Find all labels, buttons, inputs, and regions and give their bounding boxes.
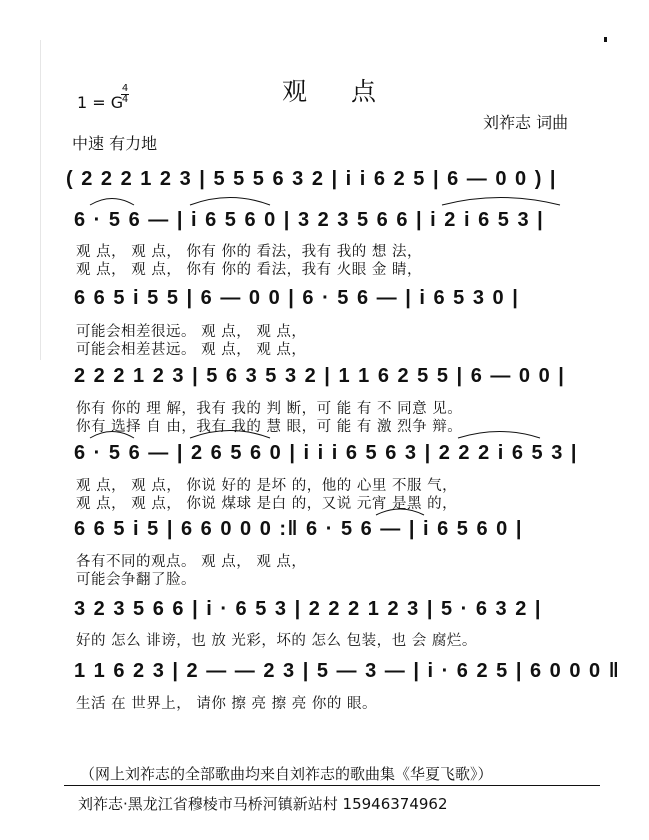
- lyric-line-7a: 好的 怎么 诽谤，也 放 光彩，坏的 怎么 包装，也 会 腐烂。: [76, 633, 477, 649]
- lyric-line-4a: 你有 你的 理 解，我有 我的 判 断，可 能 有 不 同意 见。: [76, 401, 463, 417]
- slur-arc: [442, 198, 560, 206]
- key-label: 1 = G: [77, 93, 124, 112]
- contact-info: 刘祚志·黑龙江省穆棱市马桥河镇新站村 15946374962: [78, 795, 448, 813]
- notation-line-1: ( 2 2 2 1 2 3 | 5 5 5 6 3 2 | i i 6 2 5 | 6 — 0 0 ) |: [66, 168, 558, 190]
- song-title: 观 点: [282, 77, 394, 106]
- lyric-line-3a: 可能会相差很远。 观 点， 观 点，: [76, 324, 307, 340]
- notation-line-7: 3 2 3 5 6 6 | i · 6 5 3 | 2 2 2 1 2 3 | 5 · 6 3 2 |: [74, 598, 543, 620]
- lyric-line-6a: 各有不同的观点。 观 点， 观 点，: [76, 554, 307, 570]
- lyric-line-6b: 可能会争翻了脸。: [76, 572, 196, 588]
- slur-arc: [90, 432, 134, 439]
- notation-line-2: 6 · 5 6 — | i 6 5 6 0 | 3 2 3 5 6 6 | i 2 i 6 5 3 |: [74, 209, 545, 231]
- lyric-line-5b: 观 点， 观 点， 你说 煤球 是白 的，又说 元宵 是黑 的，: [76, 496, 458, 512]
- footnote-collection: （网上刘祚志的全部歌曲均来自刘祚志的歌曲集《华夏飞歌》）: [80, 765, 493, 783]
- notation-line-4: 2 2 2 1 2 3 | 5 6 3 5 3 2 | 1 1 6 2 5 5 | 6 — 0 0 |: [74, 365, 566, 387]
- time-sig-top: 4: [121, 83, 129, 94]
- lyric-line-3b: 可能会相差甚远。 观 点， 观 点，: [76, 342, 307, 358]
- slur-arc: [190, 431, 270, 439]
- notation-line-6: 6 6 5 i 5 | 6 6 0 0 0 :‖ 6 · 5 6 — | i 6 5 6 0 |: [74, 518, 523, 540]
- lyric-line-2b: 观 点， 观 点， 你有 你的 看法，我有 火眼 金 睛，: [76, 262, 422, 278]
- tempo-marking: 中速 有力地: [72, 134, 158, 153]
- lyric-line-8a: 生活 在 世界上， 请你 擦 亮 擦 亮 你的 眼。: [76, 696, 377, 712]
- composer-credit: 刘祚志 词曲: [483, 113, 569, 132]
- lyric-line-4b: 你有 选择 自 由，我有 我的 慧 眼，可 能 有 激 烈争 辩。: [76, 419, 463, 435]
- slur-arc: [190, 198, 270, 206]
- lyric-line-2a: 观 点， 观 点， 你有 你的 看法，我有 我的 想 法，: [76, 244, 422, 260]
- footer-divider: [64, 785, 600, 786]
- notation-line-3: 6 6 5 i 5 5 | 6 — 0 0 | 6 · 5 6 — | i 6 5 3 0 |: [74, 287, 520, 309]
- notation-line-8: 1 1 6 2 3 | 2 — — 2 3 | 5 — 3 — | i · 6 2 5 | 6 0 0 0 ‖: [74, 660, 621, 682]
- notation-line-5: 6 · 5 6 — | 2 6 5 6 0 | i i i 6 5 6 3 | 2 2 2 i 6 5 3 |: [74, 442, 579, 464]
- slur-arc: [376, 509, 424, 515]
- lyric-line-5a: 观 点， 观 点， 你说 好的 是坏 的，他的 心里 不服 气，: [76, 478, 458, 494]
- slur-arc: [90, 199, 134, 206]
- time-sig-bottom: 4: [121, 94, 129, 105]
- slur-arc: [458, 432, 540, 439]
